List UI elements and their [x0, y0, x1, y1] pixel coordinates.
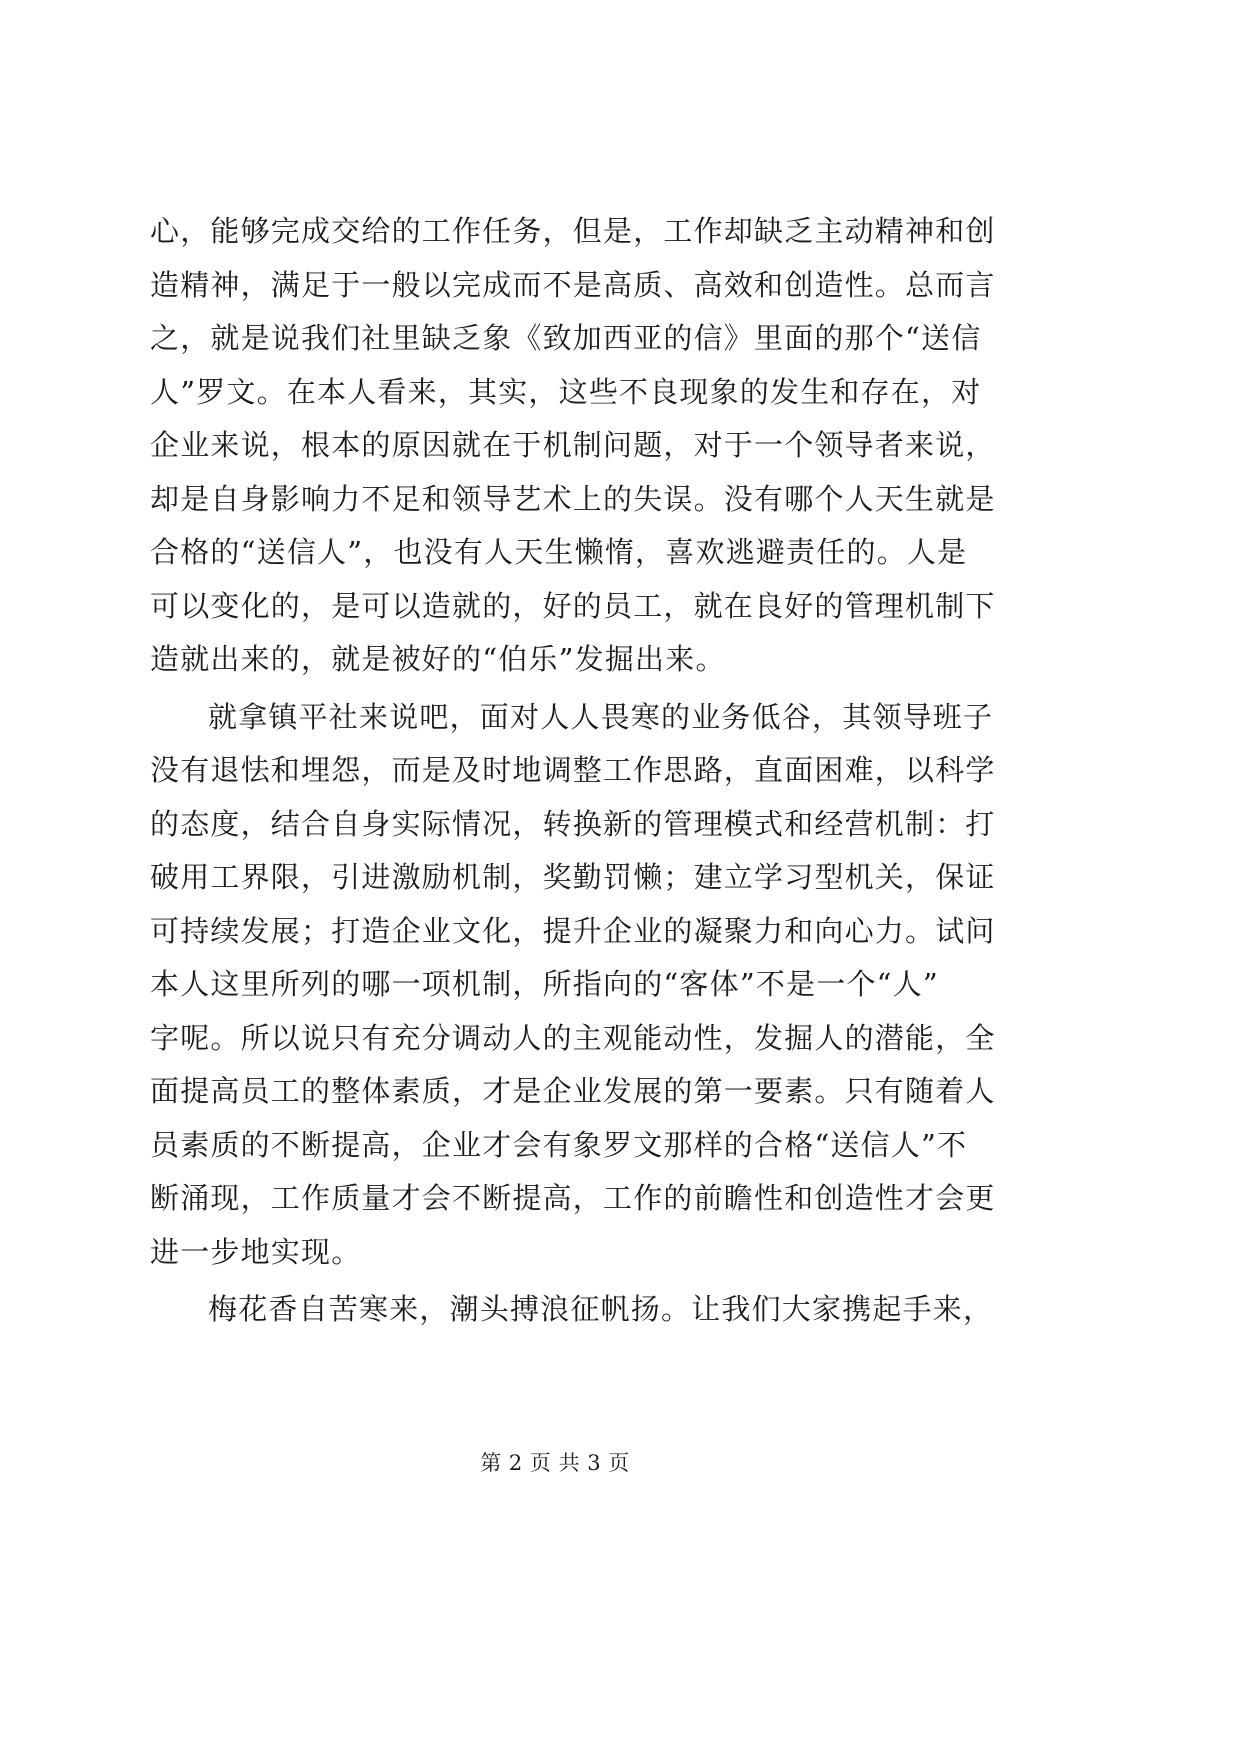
- text-line: 就拿镇平社来说吧，面对人人畏寒的业务低谷，其领导班子: [208, 699, 994, 734]
- text-line: 断涌现，工作质量才会不断提高，工作的前瞻性和创造性才会更: [150, 1181, 996, 1215]
- paragraph-2: [150, 691, 996, 1280]
- text-line: 心，能够完成交给的工作任务，但是，工作却缺乏主动精神和创: [150, 214, 996, 248]
- text-line: 却是自身影响力不足和领导艺术上的失误。没有哪个人天生就是: [150, 481, 996, 516]
- text-line: 之，就是说我们社里缺乏象《致加西亚的信》里面的那个“送信: [150, 321, 982, 355]
- body-text: [150, 205, 996, 1337]
- text-line: 梅花香自苦寒来，潮头搏浪征帆扬。让我们大家携起手来，: [208, 1292, 994, 1326]
- text-line: 可持续发展；打造企业文化，提升企业的凝聚力和向心力。试问: [150, 913, 996, 948]
- text-line: 没有退怯和埋怨，而是及时地调整工作思路，直面困难，以科学: [150, 753, 996, 787]
- text-line: 进一步地实现。: [150, 1234, 362, 1269]
- paragraph-1: [150, 205, 996, 687]
- text-line: 人”罗文。在本人看来，其实，这些不良现象的发生和存在，对: [150, 374, 982, 409]
- text-line: 企业来说，根本的原因就在于机制问题，对于一个领导者来说，: [150, 428, 996, 462]
- text-line: 的态度，结合自身实际情况，转换新的管理模式和经营机制：打: [150, 806, 996, 841]
- text-line: 合格的“送信人”，也没有人天生懒惰，喜欢逃避责任的。人是: [150, 535, 968, 569]
- text-line: 破用工界限，引进激励机制，奖勤罚懒；建立学习型机关，保证: [150, 860, 996, 894]
- text-line: 可以变化的，是可以造就的，好的员工，就在良好的管理机制下: [150, 588, 996, 623]
- paragraph-3: [150, 1283, 994, 1337]
- text-line: 员素质的不断提高，企业才会有象罗文那样的合格“送信人”不: [150, 1127, 968, 1162]
- text-line: 字呢。所以说只有充分调动人的主观能动性，发掘人的潜能，全: [150, 1020, 996, 1055]
- text-line: 本人这里所列的哪一项机制，所指向的“客体”不是一个“人”: [150, 967, 939, 1001]
- text-line: 造精神，满足于一般以完成而不是高质、高效和创造性。总而言: [150, 267, 996, 302]
- text-line: 造就出来的，就是被好的“伯乐”发掘出来。: [150, 642, 726, 676]
- page-number-footer: 第 2 页 共 3 页: [480, 1451, 630, 1475]
- text-line: 面提高员工的整体素质，才是企业发展的第一要素。只有随着人: [150, 1074, 996, 1108]
